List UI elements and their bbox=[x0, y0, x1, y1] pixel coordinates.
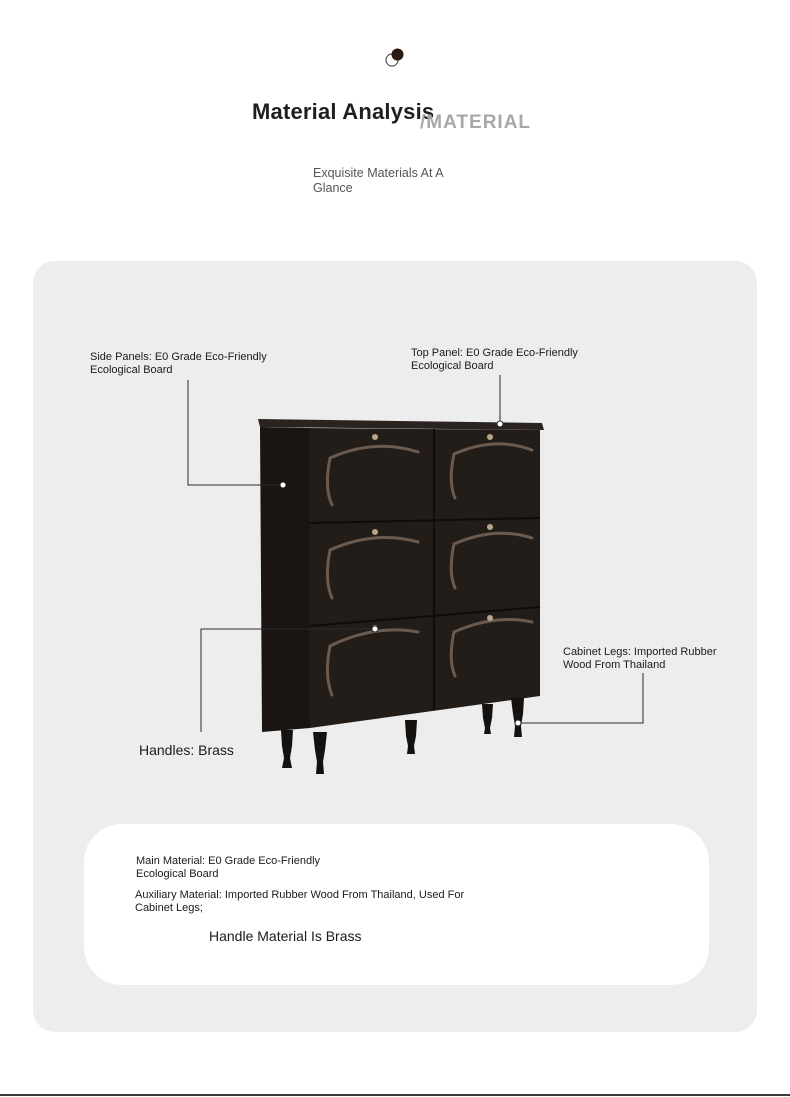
callout-cabinet-legs: Cabinet Legs: Imported Rubber Wood From Thailand bbox=[563, 646, 717, 671]
shoe-cabinet-image bbox=[250, 410, 550, 780]
summary-auxiliary-material: Auxiliary Material: Imported Rubber Wood From Thailand, Used For Cabinet Legs; bbox=[135, 889, 465, 914]
callout-handles: Handles: Brass bbox=[139, 742, 234, 758]
page-title: Material Analysis bbox=[252, 99, 435, 124]
logo-mark-icon bbox=[384, 46, 406, 68]
callout-side-panels: Side Panels: E0 Grade Eco-Friendly Ecological Board bbox=[90, 351, 267, 376]
summary-main-material: Main Material: E0 Grade Eco-Friendly Ecological Board bbox=[136, 855, 321, 880]
summary-handle-material: Handle Material Is Brass bbox=[209, 928, 362, 944]
page-title-english: /MATERIAL bbox=[420, 112, 532, 133]
callout-top-panel: Top Panel: E0 Grade Eco-Friendly Ecological Board bbox=[411, 347, 578, 372]
page-subtitle: Exquisite Materials At A Glance bbox=[313, 166, 443, 195]
bottom-divider bbox=[0, 1094, 790, 1096]
